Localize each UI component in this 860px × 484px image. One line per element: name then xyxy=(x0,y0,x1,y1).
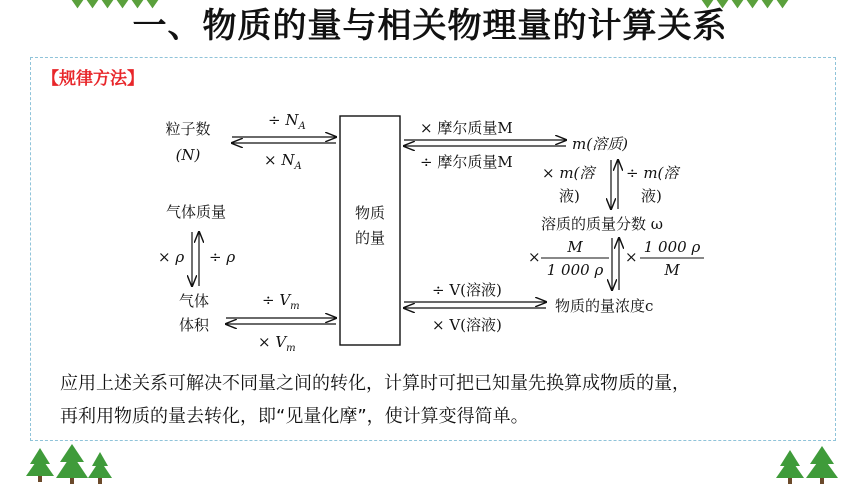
bottom-decoration xyxy=(0,444,860,484)
particles-label: 粒子数 xyxy=(165,120,211,138)
times-m-solution-1: × m(溶 xyxy=(542,164,595,182)
paragraph-line-1: 应用上述关系可解决不同量之间的转化，计算时可把已知量先换算成物质的量， xyxy=(60,373,690,394)
page-title: 一、物质的量与相关物理量的计算关系 xyxy=(132,6,728,46)
method-tag: 【规律方法】 xyxy=(42,69,144,89)
particles-symbol: (N) xyxy=(175,146,201,164)
div-m-solution-2: 液) xyxy=(641,187,662,205)
frac2-denominator: M xyxy=(664,261,680,279)
times-sign-left: × xyxy=(528,248,541,266)
tree-icon xyxy=(806,446,838,484)
tree-icon xyxy=(26,448,54,482)
times-na-label: × $N_A$ xyxy=(264,151,302,172)
times-m-solution-2: 液) xyxy=(559,187,580,205)
div-rho-label: ÷ ρ xyxy=(209,248,236,266)
explanation-paragraph xyxy=(60,367,830,433)
tree-icon xyxy=(56,444,88,484)
div-na-label: ÷ $N_A$ xyxy=(268,111,306,132)
frac1-numerator: M xyxy=(567,238,583,256)
tree-icon xyxy=(88,452,112,484)
times-vm-label: × $V_m$ xyxy=(258,333,296,354)
times-v-solution-label: × V(溶液) xyxy=(432,316,502,334)
gas-mass-label: 气体质量 xyxy=(165,203,227,221)
times-sign-right: × xyxy=(625,248,638,266)
times-rho-label: × ρ xyxy=(158,248,185,266)
gas-volume-label-2: 体积 xyxy=(178,316,210,334)
times-molar-mass-label: × 摩尔质量M xyxy=(420,119,513,137)
div-v-solution-label: ÷ V(溶液) xyxy=(432,281,502,299)
gas-volume-label-1: 气体 xyxy=(178,292,210,310)
paragraph-line-2: 再利用物质的量去转化，即“见量化摩”，使计算变得简单。 xyxy=(60,406,529,427)
solute-mass-label: m(溶质) xyxy=(572,135,628,153)
center-label-2: 的量 xyxy=(354,229,386,247)
frac2-numerator: 1 000 ρ xyxy=(643,238,701,256)
div-vm-label: ÷ $V_m$ xyxy=(262,291,300,312)
tree-icon xyxy=(776,450,804,484)
concentration-label: 物质的量浓度c xyxy=(555,297,654,315)
div-m-solution-1: ÷ m(溶 xyxy=(626,164,679,182)
div-molar-mass-label: ÷ 摩尔质量M xyxy=(420,153,513,171)
center-label-1: 物质 xyxy=(354,204,386,222)
frac1-denominator: 1 000 ρ xyxy=(546,261,604,279)
mass-fraction-label: 溶质的质量分数 ω xyxy=(541,215,664,233)
